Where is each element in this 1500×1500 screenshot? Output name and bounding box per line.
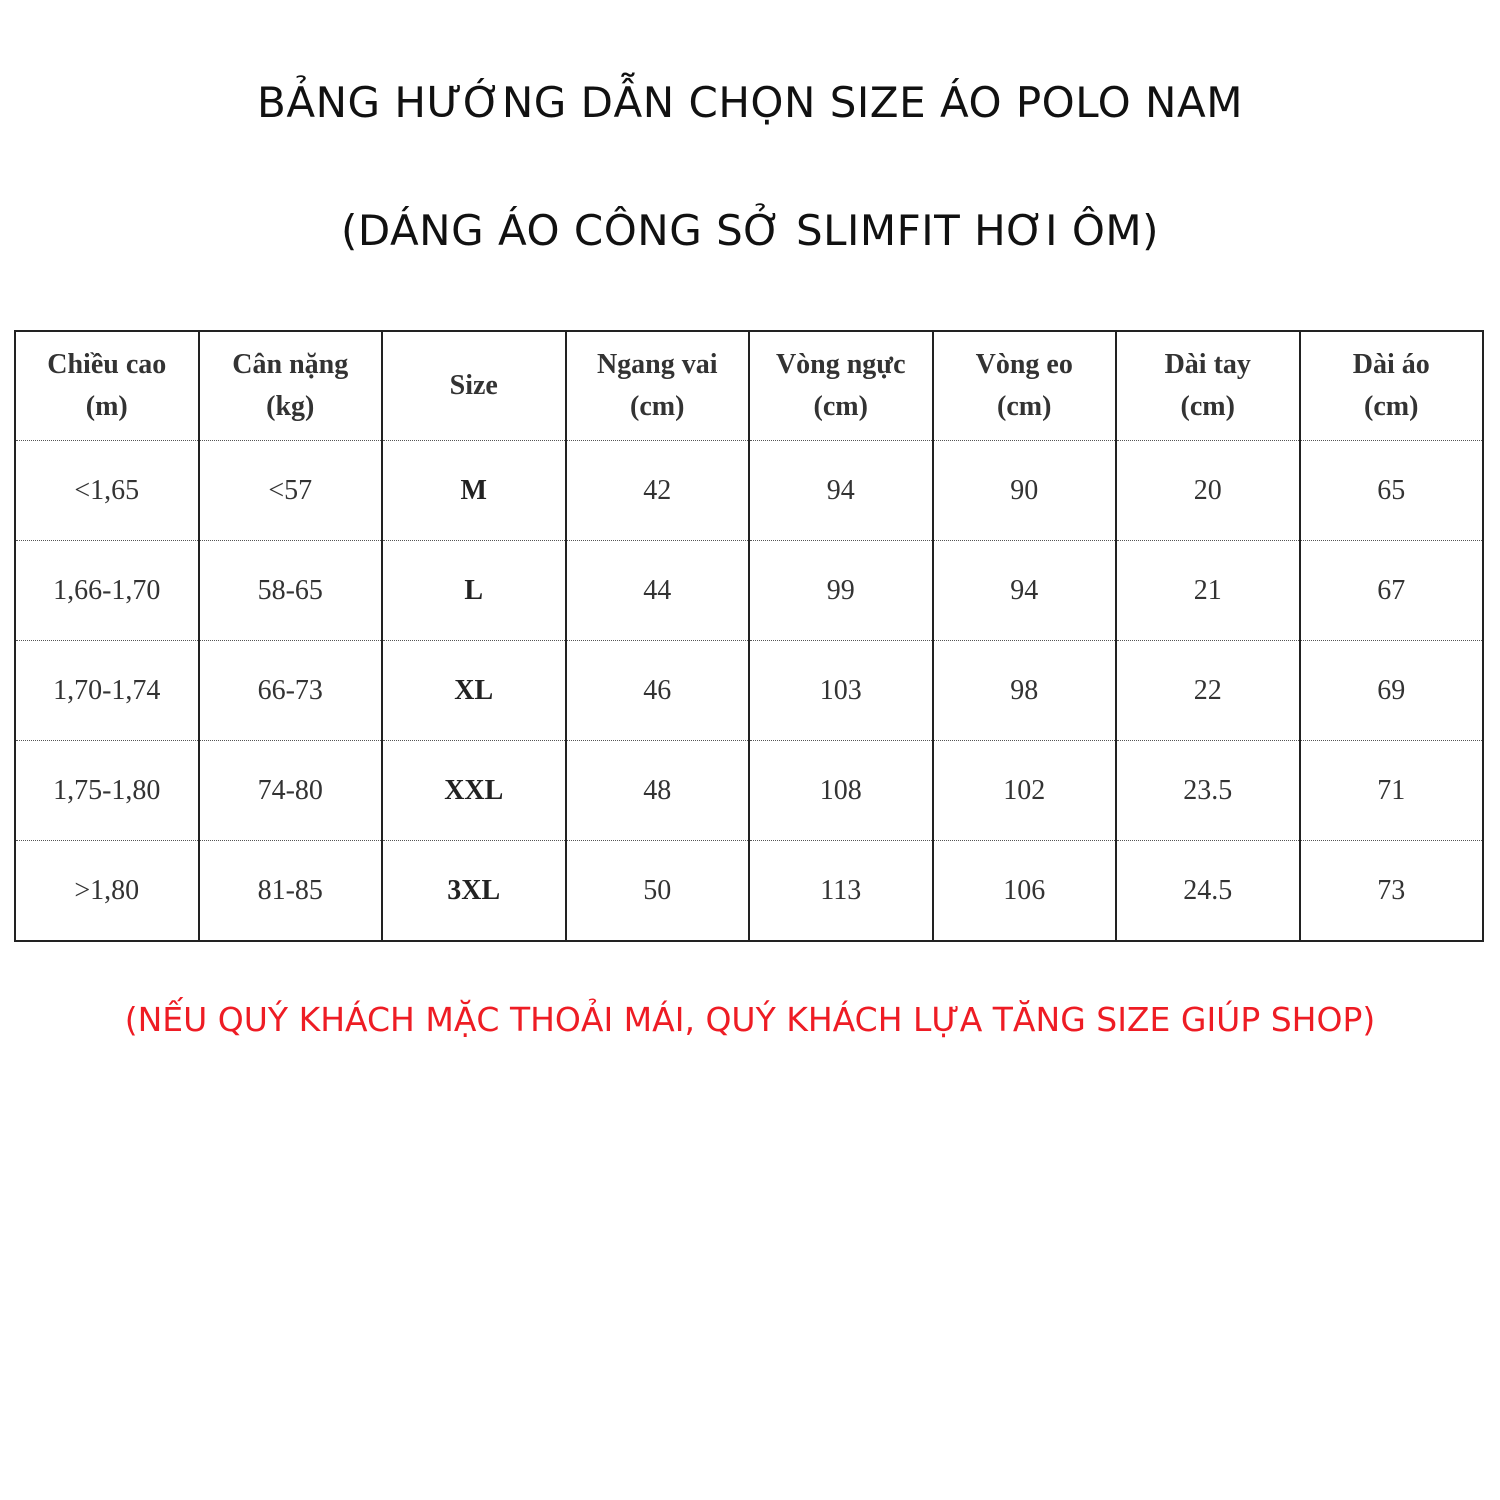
cell-sleeve: 24.5	[1116, 841, 1300, 942]
cell-weight: 81-85	[199, 841, 383, 942]
cell-sleeve: 21	[1116, 541, 1300, 641]
table-row	[15, 741, 1483, 841]
cell-sleeve: 22	[1116, 641, 1300, 741]
cell-length: 71	[1300, 741, 1484, 841]
cell-waist: 102	[933, 741, 1117, 841]
header-height: Chiều cao (m)	[15, 331, 199, 441]
cell-length: 65	[1300, 441, 1484, 541]
cell-length: 69	[1300, 641, 1484, 741]
cell-length: 67	[1300, 541, 1484, 641]
cell-height: 1,66-1,70	[15, 541, 199, 641]
cell-length: 73	[1300, 841, 1484, 942]
cell-shoulder: 46	[566, 641, 750, 741]
cell-chest: 99	[749, 541, 933, 641]
cell-shoulder: 42	[566, 441, 750, 541]
table-row	[15, 841, 1483, 942]
cell-size: 3XL	[382, 841, 566, 942]
table-header-row	[15, 331, 1483, 441]
header-chest: Vòng ngực (cm)	[749, 331, 933, 441]
cell-height: >1,80	[15, 841, 199, 942]
cell-size: M	[382, 441, 566, 541]
cell-chest: 94	[749, 441, 933, 541]
cell-waist: 98	[933, 641, 1117, 741]
cell-size: XXL	[382, 741, 566, 841]
page-title: BẢNG HƯỚNG DẪN CHỌN SIZE ÁO POLO NAM	[257, 78, 1243, 127]
header-weight: Cân nặng (kg)	[199, 331, 383, 441]
cell-waist: 94	[933, 541, 1117, 641]
header-sleeve: Dài tay (cm)	[1116, 331, 1300, 441]
table-row	[15, 541, 1483, 641]
header-waist: Vòng eo (cm)	[933, 331, 1117, 441]
size-chart-table	[14, 330, 1484, 942]
cell-size: L	[382, 541, 566, 641]
cell-sleeve: 20	[1116, 441, 1300, 541]
cell-chest: 103	[749, 641, 933, 741]
cell-shoulder: 44	[566, 541, 750, 641]
size-advice-note: (NẾU QUÝ KHÁCH MẶC THOẢI MÁI, QUÝ KHÁCH LỰA TĂNG SIZE GIÚP SHOP)	[124, 1000, 1376, 1039]
table-row	[15, 441, 1483, 541]
cell-waist: 90	[933, 441, 1117, 541]
cell-chest: 113	[749, 841, 933, 942]
header-shoulder: Ngang vai (cm)	[566, 331, 750, 441]
cell-waist: 106	[933, 841, 1117, 942]
cell-size: XL	[382, 641, 566, 741]
cell-chest: 108	[749, 741, 933, 841]
cell-height: <1,65	[15, 441, 199, 541]
cell-weight: <57	[199, 441, 383, 541]
page-subtitle: (DÁNG ÁO CÔNG SỞ SLIMFIT HƠI ÔM)	[340, 206, 1160, 255]
cell-sleeve: 23.5	[1116, 741, 1300, 841]
header-size: Size	[382, 331, 566, 441]
cell-weight: 58-65	[199, 541, 383, 641]
table-row	[15, 641, 1483, 741]
header-length: Dài áo (cm)	[1300, 331, 1484, 441]
cell-height: 1,70-1,74	[15, 641, 199, 741]
cell-shoulder: 48	[566, 741, 750, 841]
cell-weight: 74-80	[199, 741, 383, 841]
cell-shoulder: 50	[566, 841, 750, 942]
cell-weight: 66-73	[199, 641, 383, 741]
cell-height: 1,75-1,80	[15, 741, 199, 841]
